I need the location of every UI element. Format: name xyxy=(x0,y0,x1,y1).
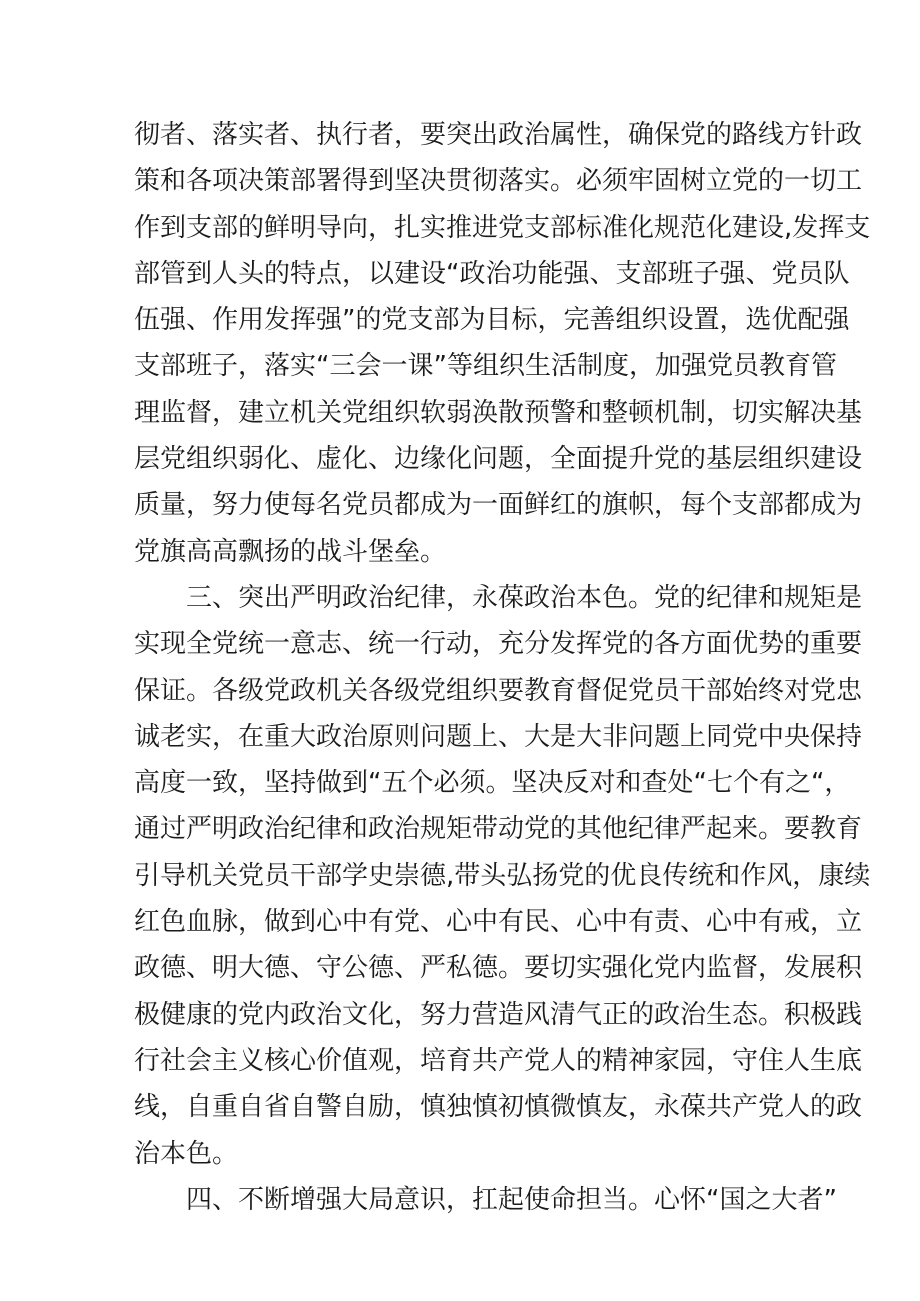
paragraph-overall-awareness xyxy=(134,1177,837,1223)
text-line: 治本色。 xyxy=(134,1138,239,1169)
text-line: 党旗高高飘扬的战斗堡垒。 xyxy=(134,536,447,567)
text-line: 保证。各级党政机关各级党组织要教育督促党员干部始终对党忠 xyxy=(134,675,863,706)
text-line: 极健康的党内政治文化，努力营造风清气正的政治生态。积极践 xyxy=(134,999,863,1030)
text-line: 高度一致，坚持做到“五个必须。坚决反对和查处“七个有之“， xyxy=(134,768,851,799)
document-body xyxy=(134,112,871,1223)
text-line: 通过严明政治纪律和政治规矩带动党的其他纪律严起来。要教育 xyxy=(134,814,863,845)
text-line: 理监督，建立机关党组织软弱涣散预警和整顿机制，切实解决基 xyxy=(134,397,863,428)
text-line: 引导机关党员干部学史崇德,带头弘扬党的优良传统和作风，康续 xyxy=(134,860,871,891)
text-line: 部管到人头的特点，以建设“政治功能强、支部班子强、党员队 xyxy=(134,258,850,289)
text-line: 支部班子，落实“三会一课”等组织生活制度，加强党员教育管 xyxy=(134,351,837,382)
text-line: 实现全党统一意志、统一行动，充分发挥党的各方面优势的重要 xyxy=(134,629,863,660)
text-line: 质量，努力使每名党员都成为一面鲜红的旗帜，每个支部都成为 xyxy=(134,490,863,521)
text-line: 政德、明大德、守公德、严私德。要切实强化党内监督，发展积 xyxy=(134,953,863,984)
text-line: 三、突出严明政治纪律，永葆政治本色。党的纪律和规矩是 xyxy=(186,582,863,613)
text-line: 诚老实，在重大政治原则问题上、大是大非问题上同党中央保持 xyxy=(134,721,863,752)
paragraph-political-discipline xyxy=(134,575,871,1177)
text-line: 层党组织弱化、虚化、边缘化问题，全面提升党的基层组织建设 xyxy=(134,444,863,475)
text-line: 作到支部的鲜明导向，扎实推进党支部标准化规范化建设,发挥支 xyxy=(134,212,871,243)
text-line: 线，自重自省自警自励，慎独慎初慎微慎友，永葆共产党人的政 xyxy=(134,1092,863,1123)
text-line: 伍强、作用发挥强”的党支部为目标，完善组织设置，选优配强 xyxy=(134,305,850,336)
text-line: 策和各项决策部署得到坚决贯彻落实。必须牢固树立党的一切工 xyxy=(134,166,863,197)
text-line: 四、不断增强大局意识，扛起使命担当。心怀“国之大者” xyxy=(186,1184,837,1215)
text-line: 红色血脉，做到心中有党、心中有民、心中有责、心中有戒，立 xyxy=(134,907,863,938)
paragraph-party-branch-building xyxy=(134,112,871,575)
text-line: 彻者、落实者、执行者，要突出政治属性，确保党的路线方针政 xyxy=(134,120,863,150)
text-line: 行社会主义核心价值观，培育共产党人的精神家园，守住人生底 xyxy=(134,1045,863,1076)
